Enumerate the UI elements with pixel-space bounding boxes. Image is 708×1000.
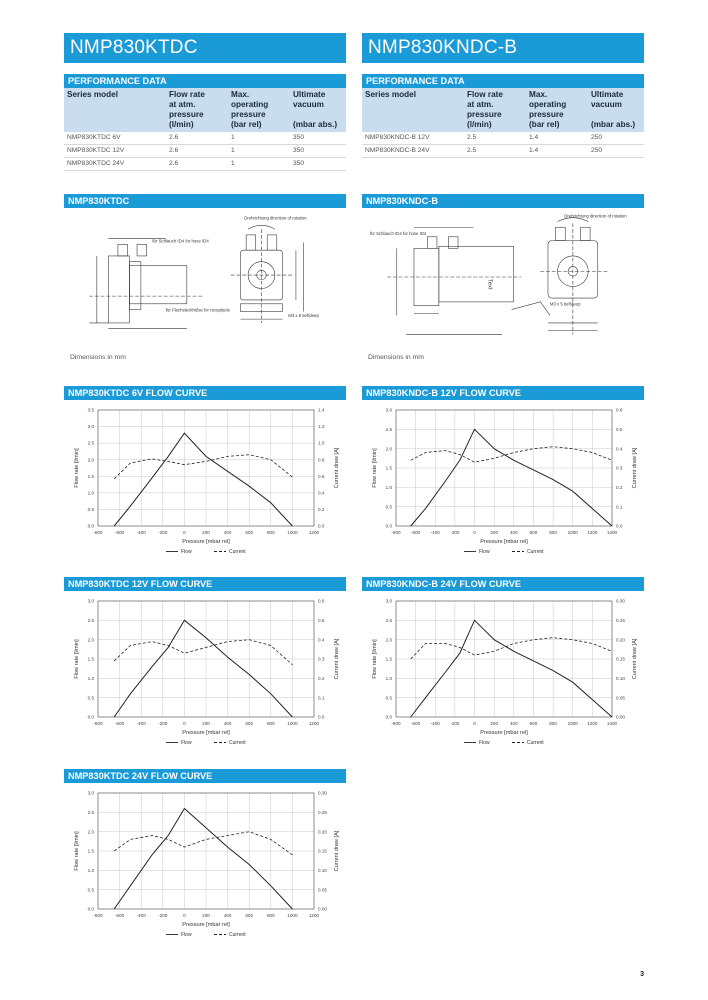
y2-tick-label: 0.4 [318,490,325,496]
x-tick-label: -400 [136,721,146,726]
cell-vacuum: 250 [588,145,644,158]
col-flow [166,88,228,132]
x-tick-label: -400 [430,721,440,726]
y-tick-label: 2.5 [385,617,392,623]
x-tick-label: -800 [93,721,103,726]
y2-tick-label: 0.2 [616,484,623,490]
y-tick-label: 3.0 [87,598,94,604]
y2-tick-label: 0.4 [318,637,325,643]
col-flow-line: at atm. [169,100,196,109]
left-page-title: NMP830KTDC [64,33,346,63]
legend-label: Flow [181,740,192,746]
y-tick-label: 1.5 [87,848,94,854]
y2-tick-label: 0.30 [318,790,327,796]
series-line-current [411,638,612,659]
table-row [362,145,644,158]
y-tick-label: 3.0 [385,407,392,413]
page-number: 3 [640,971,644,978]
y-axis-label: Flow rate [l/min] [74,639,80,679]
x-tick-label: 600 [245,530,254,535]
cell-pressure: 1.4 [526,145,588,158]
col-vacuum-line [293,110,343,120]
y-tick-label: 1.0 [87,675,94,681]
x-tick-label: 0 [473,530,476,535]
col-vacuum-line: vacuum [591,100,622,109]
holes-label: für Flachsteckhülse for receptacle [165,307,231,313]
y2-tick-label: 0.5 [616,426,623,432]
series-line-flow [114,433,292,526]
table-row [362,132,644,145]
cell-vacuum: 250 [588,132,644,145]
cell-vacuum: 350 [290,158,346,171]
legend-label: Current [229,932,246,938]
right-dims-heading: NMP830KNDC-B [362,194,644,208]
x-tick-label: 600 [245,721,254,726]
y2-tick-label: 0.0 [616,523,623,529]
chart-heading-kndc-24v: NMP830KNDC-B 24V FLOW CURVE [362,577,644,591]
y2-tick-label: 0.8 [318,457,325,463]
y-tick-label: 3.0 [385,598,392,604]
x-tick-label: -800 [391,721,401,726]
y2-tick-label: 0.5 [318,617,325,623]
x-tick-label: -400 [136,913,146,918]
col-vacuum-line [591,110,641,120]
col-pressure-line: (bar rel) [231,120,262,129]
rotation-label: Drehrichtung direction of rotation [244,215,307,221]
y2-tick-label: 0.1 [616,504,623,510]
x-axis-label: Pressure [mbar rel] [480,730,528,736]
y2-tick-label: 0.00 [616,714,625,720]
flow-curve-chart-kndc-12v [362,402,644,558]
hose-label: für Schlauch ID4 for hose ID4 [152,238,209,244]
x-tick-label: 800 [266,913,275,918]
thread-label: M3 x 5 tief/deep [549,301,581,307]
y2-tick-label: 1.4 [318,407,325,413]
text-box-label: Text [486,278,493,290]
x-tick-label: 0 [183,530,186,535]
x-tick-label: -800 [391,530,401,535]
series-line-flow [114,809,292,910]
series-line-current [411,447,612,463]
y-tick-label: 2.0 [87,829,94,835]
x-axis-label: Pressure [mbar rel] [182,730,230,736]
y-tick-label: 0.0 [87,523,94,529]
y-tick-label: 3.0 [87,424,94,430]
y2-tick-label: 0.10 [318,867,327,873]
y2-tick-label: 0.00 [318,906,327,912]
x-tick-label: -200 [158,913,168,918]
cell-model: NMP830KTDC 12V [64,145,166,158]
x-tick-label: 200 [490,721,499,726]
cell-vacuum: 350 [290,132,346,145]
x-tick-label: 400 [223,913,232,918]
series-line-current [114,640,292,665]
x-tick-label: 1000 [287,913,298,918]
y-tick-label: 0.5 [87,887,94,893]
right-dims-caption: Dimensions in mm [368,354,424,361]
y2-tick-label: 0.05 [616,695,625,701]
chart-heading-ktdc-24v: NMP830KTDC 24V FLOW CURVE [64,769,346,783]
right-dimension-drawing [362,210,644,344]
x-tick-label: 0 [183,913,186,918]
motor-body-side [129,266,186,304]
flow-curve-chart-ktdc-6v [64,402,346,558]
series-line-flow [411,620,612,717]
col-flow-line: (l/min) [467,120,492,129]
col-flow-line: Flow rate [467,90,503,99]
x-tick-label: 1200 [587,721,598,726]
y-tick-label: 0.5 [385,695,392,701]
series-line-flow [114,620,292,717]
y-axis-label: Flow rate [l/min] [74,448,80,488]
y2-tick-label: 0.20 [318,829,327,835]
x-tick-label: 200 [202,530,210,535]
y2-tick-label: 1.2 [318,424,325,430]
x-tick-label: 400 [223,530,232,535]
cell-model: NMP830KNDC-B 12V [362,132,464,145]
col-vacuum-line: (mbar abs.) [293,120,338,129]
y-tick-label: 0.5 [385,504,392,510]
y-tick-label: 1.0 [87,867,94,873]
y-tick-label: 1.0 [385,484,392,490]
left-performance-table [64,88,346,171]
y-tick-label: 2.5 [385,426,392,432]
rotation-label: Drehrichtung direction of rotation [564,213,627,219]
x-tick-label: 0 [473,721,476,726]
y2-tick-label: 0.4 [616,446,623,452]
y-tick-label: 2.5 [87,440,94,446]
x-tick-label: -400 [430,530,440,535]
x-tick-label: 1000 [287,530,298,535]
pump-head-side [108,256,129,323]
hose-label: für Schlauch ID4 for hose ID4 [369,230,427,236]
thread-label: M3 x 5 tief/deep [288,313,319,319]
col-vacuum-line: Ultimate [293,90,326,99]
y2-axis-label: Current draw [A] [334,830,340,872]
y-tick-label: 0.0 [87,714,94,720]
x-tick-label: -600 [411,530,421,535]
x-tick-label: 800 [266,721,275,726]
y2-tick-label: 0.25 [616,617,625,623]
cell-model: NMP830KTDC 24V [64,158,166,171]
col-pressure-line: operating [231,100,269,109]
y-tick-label: 1.5 [87,473,94,479]
table-row [64,132,346,145]
y-tick-label: 1.5 [87,656,94,662]
y2-tick-label: 0.6 [318,473,325,479]
legend-label: Current [527,740,544,746]
x-tick-label: -200 [158,721,168,726]
y-tick-label: 0.0 [385,523,392,529]
x-tick-label: 1200 [308,721,320,726]
left-perf-heading: PERFORMANCE DATA [64,74,346,88]
x-tick-label: 1200 [308,913,320,918]
y-tick-label: 0.5 [87,695,94,701]
y-axis-label: Flow rate [l/min] [372,448,378,488]
x-tick-label: 800 [266,530,275,535]
y-tick-label: 2.5 [87,809,94,815]
cell-pressure: 1 [228,145,290,158]
y2-tick-label: 0.05 [318,887,327,893]
y2-tick-label: 0.2 [318,675,325,681]
left-dims-heading: NMP830KTDC [64,194,346,208]
flow-curve-chart-ktdc-12v [64,593,346,749]
right-page-title: NMP830KNDC-B [362,33,644,63]
x-tick-label: 400 [509,721,518,726]
cell-pressure: 1.4 [526,132,588,145]
right-perf-heading: PERFORMANCE DATA [362,74,644,88]
series-line-flow [411,429,612,526]
x-tick-label: -800 [93,530,103,535]
legend-label: Flow [479,549,490,555]
chart-heading-kndc-12v: NMP830KNDC-B 12V FLOW CURVE [362,386,644,400]
y-tick-label: 3.0 [87,790,94,796]
table-row [64,145,346,158]
y-axis-label: Flow rate [l/min] [74,831,80,871]
col-pressure [228,88,290,132]
y2-tick-label: 0.10 [616,675,625,681]
y2-tick-label: 0.3 [318,656,325,662]
y-axis-label: Flow rate [l/min] [372,639,378,679]
x-tick-label: 200 [202,913,210,918]
x-tick-label: -200 [158,530,168,535]
left-dims-caption: Dimensions in mm [70,354,126,361]
table-header-row [362,88,644,132]
y2-tick-label: 0.15 [318,848,327,854]
y2-tick-label: 0.20 [616,637,625,643]
col-flow [464,88,526,132]
col-vacuum [290,88,346,132]
y2-axis-label: Current draw [A] [632,638,638,680]
col-vacuum-line: vacuum [293,100,324,109]
cell-model: NMP830KNDC-B 24V [362,145,464,158]
col-flow-line: pressure [169,110,204,119]
col-flow-line: (l/min) [169,120,194,129]
cell-flow: 2.6 [166,158,228,171]
cell-flow: 2.6 [166,145,228,158]
cell-vacuum: 350 [290,145,346,158]
chart-heading-ktdc-6v: NMP830KTDC 6V FLOW CURVE [64,386,346,400]
x-tick-label: -400 [136,530,146,535]
x-tick-label: -200 [450,530,460,535]
series-line-current [114,455,292,479]
col-pressure-line: Max. [529,90,548,99]
cell-pressure: 1 [228,158,290,171]
y-tick-label: 0.0 [385,714,392,720]
series-line-current [114,832,292,855]
x-tick-label: 200 [490,530,499,535]
col-pressure-line: Max. [231,90,250,99]
flow-curve-chart-kndc-24v [362,593,644,749]
x-axis-label: Pressure [mbar rel] [480,539,528,545]
y-tick-label: 1.5 [385,465,392,471]
left-dimension-drawing [64,210,346,344]
x-axis-label: Pressure [mbar rel] [182,922,230,928]
col-pressure-line: (bar rel) [529,120,560,129]
y2-axis-label: Current draw [A] [632,447,638,489]
legend-label: Flow [181,549,192,555]
x-tick-label: 600 [529,530,538,535]
legend-label: Current [229,740,246,746]
y2-tick-label: 0.0 [318,523,325,529]
y2-axis-label: Current draw [A] [334,638,340,680]
x-tick-label: 600 [245,913,254,918]
x-tick-label: 1200 [587,530,598,535]
x-tick-label: 1400 [606,721,618,726]
legend-label: Current [527,549,544,555]
motor-body-side [439,246,514,302]
y-tick-label: 3.5 [87,407,94,413]
y2-tick-label: 0.15 [616,656,625,662]
x-tick-label: 800 [549,721,557,726]
col-pressure-line: operating [529,100,567,109]
x-tick-label: -600 [114,913,125,918]
col-flow-line: Flow rate [169,90,205,99]
y-tick-label: 2.0 [87,457,94,463]
chart-heading-ktdc-12v: NMP830KTDC 12V FLOW CURVE [64,577,346,591]
y-tick-label: 0.5 [87,507,94,513]
y-tick-label: 2.0 [385,446,392,452]
legend-label: Flow [181,932,192,938]
cell-flow: 2.6 [166,132,228,145]
x-tick-label: 1000 [567,530,578,535]
y-tick-label: 1.0 [87,490,94,496]
col-pressure-line: pressure [529,110,564,119]
x-tick-label: 600 [529,721,538,726]
x-tick-label: 800 [549,530,557,535]
right-performance-table [362,88,644,158]
y-tick-label: 1.0 [385,675,392,681]
flow-curve-chart-ktdc-24v [64,785,346,941]
y2-tick-label: 0.3 [616,465,623,471]
y2-tick-label: 0.30 [616,598,625,604]
x-tick-label: 1200 [308,530,320,535]
col-pressure [526,88,588,132]
x-tick-label: 200 [202,721,210,726]
cell-model: NMP830KTDC 6V [64,132,166,145]
x-tick-label: 400 [223,721,232,726]
x-tick-label: -800 [93,913,103,918]
x-tick-label: 1000 [567,721,578,726]
y-tick-label: 2.5 [87,617,94,623]
y2-tick-label: 0.6 [318,598,325,604]
x-tick-label: 1400 [606,530,618,535]
x-axis-label: Pressure [mbar rel] [182,539,230,545]
col-series: Series model [64,88,166,132]
col-vacuum-line: Ultimate [591,90,624,99]
x-tick-label: 0 [183,721,186,726]
x-tick-label: -600 [114,721,125,726]
legend-label: Current [229,549,246,555]
x-tick-label: -600 [114,530,125,535]
cell-flow: 2.5 [464,145,526,158]
table-header-row [64,88,346,132]
y2-tick-label: 0.25 [318,809,327,815]
table-row [64,158,346,171]
col-vacuum-line: (mbar abs.) [591,120,636,129]
y2-tick-label: 0.1 [318,695,325,701]
col-pressure-line: pressure [231,110,266,119]
x-tick-label: 400 [509,530,518,535]
y-tick-label: 2.0 [87,637,94,643]
cell-flow: 2.5 [464,132,526,145]
cable-lead [512,302,550,315]
y-tick-label: 1.5 [385,656,392,662]
cell-pressure: 1 [228,132,290,145]
col-vacuum [588,88,644,132]
col-flow-line: pressure [467,110,502,119]
x-tick-label: -600 [411,721,421,726]
y2-tick-label: 0.0 [318,714,325,720]
legend-label: Flow [479,740,490,746]
y-tick-label: 2.0 [385,637,392,643]
col-flow-line: at atm. [467,100,494,109]
y2-tick-label: 1.0 [318,440,325,446]
y2-axis-label: Current draw [A] [334,447,340,489]
x-tick-label: -200 [450,721,460,726]
col-series: Series model [362,88,464,132]
x-tick-label: 1000 [287,721,298,726]
y2-tick-label: 0.6 [616,407,623,413]
y-tick-label: 0.0 [87,906,94,912]
y2-tick-label: 0.2 [318,507,325,513]
